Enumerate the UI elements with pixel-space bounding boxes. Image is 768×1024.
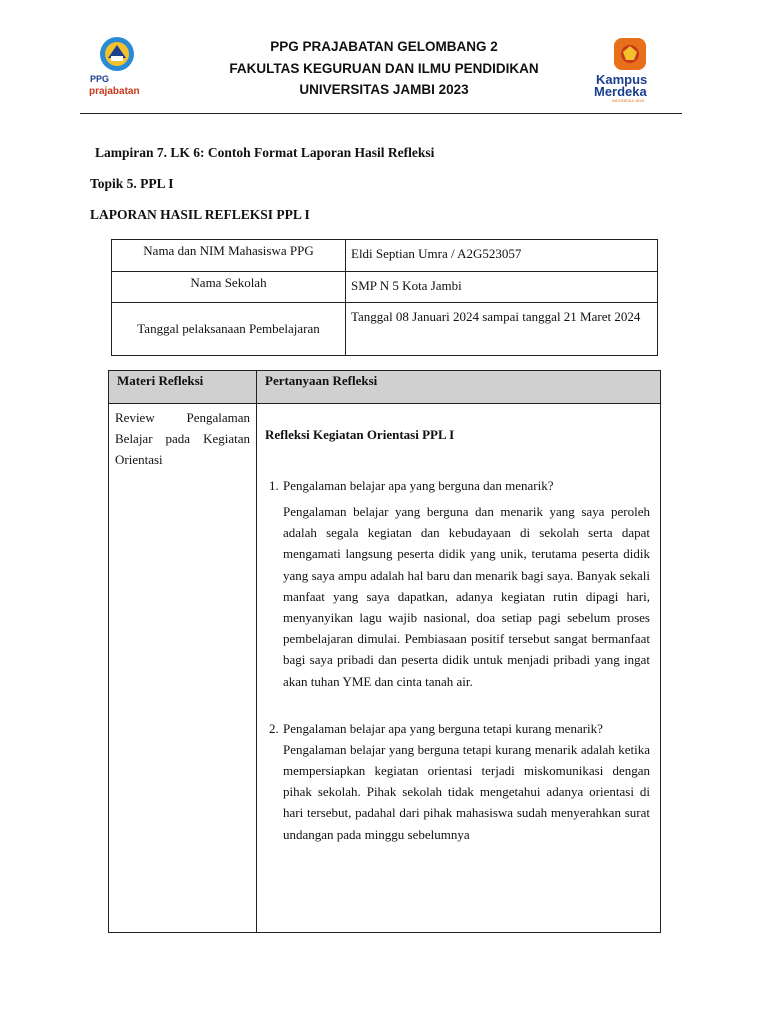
table-row — [109, 404, 661, 933]
header-line-faculty: FAKULTAS KEGURUAN DAN ILMU PENDIDIKAN — [229, 60, 539, 76]
question-number: 1. — [269, 478, 279, 493]
svg-text:Kampus: Kampus — [596, 72, 648, 87]
header-line-university: UNIVERSITAS JAMBI 2023 — [299, 82, 469, 97]
school-name-label: Nama Sekolah — [112, 272, 346, 303]
student-name-value: Eldi Septian Umra / A2G523057 — [346, 240, 658, 272]
question-text: Pengalaman belajar apa yang berguna dan menarik? — [283, 478, 554, 493]
col-header-materi: Materi Refleksi — [109, 371, 257, 404]
col-header-pertanyaan: Pertanyaan Refleksi — [257, 371, 661, 404]
svg-text:INDONESIA JAYA: INDONESIA JAYA — [612, 98, 645, 103]
table-header-row — [109, 371, 661, 404]
question-number: 2. — [269, 720, 279, 736]
kampus-merdeka-logo — [590, 34, 670, 104]
document-header — [0, 0, 768, 115]
date-label: Tanggal pelaksanaan Pembelajaran — [112, 303, 346, 356]
pertanyaan-cell — [257, 404, 661, 933]
question-2 — [265, 718, 650, 739]
identity-table — [111, 239, 658, 356]
school-name-value: SMP N 5 Kota Jambi — [346, 272, 658, 303]
header-divider — [80, 113, 682, 114]
header-line-program: PPG PRAJABATAN GELOMBANG 2 — [270, 39, 498, 54]
reflection-table — [108, 370, 661, 933]
svg-text:PPG: PPG — [90, 74, 110, 84]
topik-heading: Topik 5. PPL I — [90, 176, 174, 191]
svg-text:prajabatan: prajabatan — [89, 86, 140, 97]
table-row — [112, 272, 658, 303]
institution-title — [180, 36, 588, 101]
date-value: Tanggal 08 Januari 2024 sampai tanggal 21 Maret 2024 — [346, 303, 658, 356]
table-row — [112, 240, 658, 272]
reflection-subheading: Refleksi Kegiatan Orientasi PPL I — [265, 427, 455, 442]
lampiran-heading: Lampiran 7. LK 6: Contoh Format Laporan Hasil Refleksi — [95, 145, 435, 160]
materi-cell: Review Pengalaman Belajar pada Kegiatan Orientasi — [109, 404, 257, 933]
question-1 — [265, 475, 650, 496]
table-row — [112, 303, 658, 356]
answer-2: Pengalaman belajar yang berguna tetapi kurang menarik adalah ketika mempersiapkan kegiatan orientasi terjadi miskomunikasi dengan pihak sekolah. Pihak sekolah tidak mengetahui adanya orientasi di hari tersebut, padahal dari pihak mahasiswa sudah menyerahkan surat undangan pada minggu sebelumnya — [283, 741, 650, 842]
svg-text:Merdeka: Merdeka — [594, 84, 647, 99]
laporan-heading: LAPORAN HASIL REFLEKSI PPL I — [90, 207, 310, 222]
answer-1: Pengalaman belajar yang berguna dan menarik yang saya peroleh adalah segala kegiatan dan kebudayaan di sekolah serta dapat mengamati langsung peserta didik yang unik, terutama peserta didik yang saya ampu adalah hal baru dan menarik bagi saya. Banyak sekali manfaat yang saya dapatkan, adanya kegiatan rutin dipagi hari, menyanyikan lagu wajib nasional, doa setiap pagi sebelum proses pembelajaran dimulai. Pembiasaan positif tersebut sangat bermanfaat bagi saya pribadi dan peserta didik untuk menjadi pribadi yang ingat akan tuhan YME dan cinta tanah air. — [283, 504, 650, 689]
student-name-label: Nama dan NIM Mahasiswa PPG — [112, 240, 346, 272]
ppg-prajabatan-logo — [84, 34, 150, 100]
question-text: Pengalaman belajar apa yang berguna tetapi kurang menarik? — [283, 720, 603, 736]
